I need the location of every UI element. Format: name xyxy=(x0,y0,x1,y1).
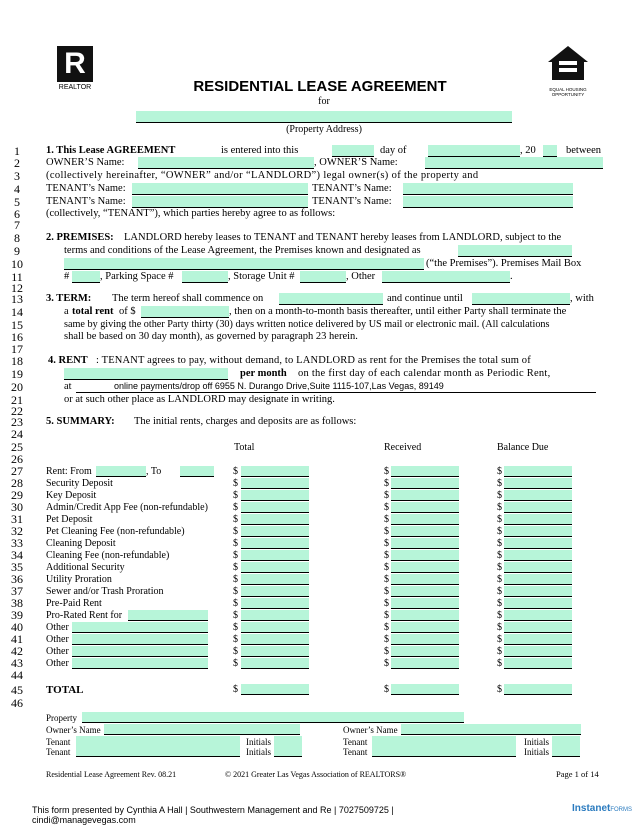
s1-year-prefix: , 20 xyxy=(520,145,536,156)
summary-row-label: Other xyxy=(46,646,69,657)
lease-month-field[interactable] xyxy=(428,145,520,157)
owner-name-footer-label-1: Owner’s Name xyxy=(46,725,101,735)
received-amount-field[interactable] xyxy=(391,658,459,669)
summary-row-label: Sewer and/or Trash Proration xyxy=(46,586,164,597)
total-amount-field[interactable] xyxy=(241,622,309,633)
tenant-footer-field-3[interactable] xyxy=(76,746,240,757)
property-footer-field[interactable] xyxy=(82,712,464,723)
summary-row-label: Additional Security xyxy=(46,562,125,573)
balance-amount-field[interactable] xyxy=(504,646,572,657)
summary-row-label: Cleaning Deposit xyxy=(46,538,116,549)
s5-heading: 5. SUMMARY: xyxy=(46,416,115,427)
storage-field[interactable] xyxy=(300,271,346,283)
total-amount-field[interactable] xyxy=(241,634,309,645)
balance-dollar-sign: $ xyxy=(497,598,502,609)
owner-name-field-2[interactable] xyxy=(425,157,603,169)
balance-dollar-sign: $ xyxy=(497,490,502,501)
balance-dollar-sign: $ xyxy=(497,466,502,477)
mailbox-hash: # xyxy=(64,271,70,282)
s3-a: a xyxy=(64,306,69,317)
total-label: TOTAL xyxy=(46,684,84,696)
owner-name-label-1: OWNER’S Name: xyxy=(46,157,125,168)
received-amount-field[interactable] xyxy=(391,646,459,657)
house-icon xyxy=(546,44,590,82)
tenant-name-label-2: TENANT’s Name: xyxy=(312,183,392,194)
s1-line3: (collectively hereinafter, “OWNER” and/or “LANDLORD”) legal owner(s) of the property and xyxy=(46,170,479,181)
summary-row-label: Pet Cleaning Fee (non-refundable) xyxy=(46,526,185,537)
balance-dollar-sign: $ xyxy=(497,526,502,537)
owner-name-field-1[interactable] xyxy=(138,157,314,169)
tenant-name-label-4: TENANT’s Name: xyxy=(312,196,392,207)
property-address-field[interactable] xyxy=(136,111,512,123)
tenant-name-label-3: TENANT’s Name: xyxy=(46,196,126,207)
received-dollar-sign: $ xyxy=(384,610,389,621)
total-amount-field[interactable] xyxy=(241,562,309,573)
monthly-rent-field[interactable] xyxy=(64,368,228,380)
total-amount-field[interactable] xyxy=(241,658,309,669)
total-dollar-sign: $ xyxy=(233,514,238,525)
s3-line14: , then on a month-to-month basis thereafter, until either Party shall terminate the xyxy=(229,306,567,317)
other-desc-field-4[interactable] xyxy=(72,658,208,669)
tenant-footer-field-4[interactable] xyxy=(372,746,516,757)
s1-heading: 1. This Lease AGREEMENT xyxy=(46,145,176,156)
initials-field-4[interactable] xyxy=(552,746,580,757)
other-desc-field-3[interactable] xyxy=(72,646,208,657)
other-label: , Other xyxy=(346,271,376,282)
balance-amount-field[interactable] xyxy=(504,586,572,597)
total-dollar: $ xyxy=(233,684,238,695)
tenant-name-label-1: TENANT’s Name: xyxy=(46,183,126,194)
premises-field[interactable] xyxy=(64,258,424,270)
received-dollar-sign: $ xyxy=(384,502,389,513)
received-dollar-sign: $ xyxy=(384,562,389,573)
rent-to-field[interactable] xyxy=(180,466,214,477)
summary-row-label: Pro-Rated Rent for xyxy=(46,610,123,621)
balance-amount-field[interactable] xyxy=(504,622,572,633)
received-amount-field[interactable] xyxy=(391,586,459,597)
equal-housing-logo: EQUAL HOUSING OPPORTUNITY xyxy=(546,44,590,94)
s2-line8: LANDLORD hereby leases to TENANT and TENANT hereby leases from LANDLORD, subject to the xyxy=(124,232,562,243)
balance-amount-field[interactable] xyxy=(504,562,572,573)
summary-row-label: Other xyxy=(46,622,69,633)
col-received-header: Received xyxy=(384,442,422,453)
received-dollar-sign: $ xyxy=(384,490,389,501)
received-amount-field[interactable] xyxy=(391,514,459,525)
balance-amount-field[interactable] xyxy=(504,526,572,537)
total-dollar-sign: $ xyxy=(233,526,238,537)
page-number: Page 1 of 14 xyxy=(556,769,599,779)
s3-line15: same by giving the other Party thirty (30) days written notice delivered by US mail or electronic mail. (All calculations xyxy=(64,319,550,330)
summary-row-label: Other xyxy=(46,634,69,645)
balance-dollar-sign: $ xyxy=(497,538,502,549)
payment-location-value: online payments/drop off 6955 N. Durango Drive,Suite 1115-107,Las Vegas, 89149 xyxy=(114,381,444,391)
total-amount-field[interactable] xyxy=(241,538,309,549)
balance-dollar-sign: $ xyxy=(497,574,502,585)
received-amount-field[interactable] xyxy=(391,538,459,549)
tenant-footer-label-2: Tenant xyxy=(343,737,368,747)
total-dollar-sign: $ xyxy=(233,478,238,489)
balance-dollar-sign: $ xyxy=(497,562,502,573)
s4-line18: : TENANT agrees to pay, without demand, to LANDLORD as rent for the Premises the total sum of xyxy=(96,355,531,366)
total-dollar-sign: $ xyxy=(233,502,238,513)
received-dollar-sign: $ xyxy=(384,658,389,669)
received-dollar-sign: $ xyxy=(384,574,389,585)
received-amount-field[interactable] xyxy=(391,550,459,561)
parking-field[interactable] xyxy=(182,271,228,283)
balance-dollar-sign: $ xyxy=(497,478,502,489)
summary-row-label: Cleaning Fee (non-refundable) xyxy=(46,550,170,561)
total-balance-dollar: $ xyxy=(497,684,502,695)
total-dollar-sign: $ xyxy=(233,490,238,501)
total-amount-field[interactable] xyxy=(241,574,309,585)
total-total-field[interactable] xyxy=(241,684,309,695)
balance-dollar-sign: $ xyxy=(497,550,502,561)
total-received-dollar: $ xyxy=(384,684,389,695)
balance-dollar-sign: $ xyxy=(497,514,502,525)
tenant-name-field-1[interactable] xyxy=(132,183,308,195)
balance-dollar-sign: $ xyxy=(497,586,502,597)
total-dollar-sign: $ xyxy=(233,562,238,573)
tenant-footer-label-4: Tenant xyxy=(343,747,368,757)
s3-total-rent: total rent xyxy=(72,306,114,317)
presenter-email[interactable]: cindi@managevegas.com xyxy=(32,815,136,825)
s4-at: at xyxy=(64,381,72,392)
presented-by: This form presented by Cynthia A Hall | Southwestern Management and Re | 7027509725 | xyxy=(32,805,394,815)
balance-amount-field[interactable] xyxy=(504,598,572,609)
total-dollar-sign: $ xyxy=(233,466,238,477)
total-amount-field[interactable] xyxy=(241,610,309,621)
realtor-r-icon: R xyxy=(57,46,93,82)
copyright: © 2021 Greater Las Vegas Association of REALTORS® xyxy=(225,770,407,779)
total-dollar-sign: $ xyxy=(233,658,238,669)
total-dollar-sign: $ xyxy=(233,586,238,597)
received-dollar-sign: $ xyxy=(384,466,389,477)
balance-dollar-sign: $ xyxy=(497,658,502,669)
initials-label-3: Initials xyxy=(246,747,271,757)
property-address-label: (Property Address) xyxy=(286,124,362,135)
term-start-field[interactable] xyxy=(279,293,383,305)
received-dollar-sign: $ xyxy=(384,550,389,561)
received-dollar-sign: $ xyxy=(384,634,389,645)
mailbox-field[interactable] xyxy=(72,271,100,283)
summary-row-label: Utility Proration xyxy=(46,574,112,585)
received-amount-field[interactable] xyxy=(391,466,459,477)
received-dollar-sign: $ xyxy=(384,538,389,549)
initials-label-1: Initials xyxy=(246,737,271,747)
initials-label-2: Initials xyxy=(524,737,549,747)
balance-amount-field[interactable] xyxy=(504,502,572,513)
total-dollar-sign: $ xyxy=(233,538,238,549)
realtor-logo: R REALTOR xyxy=(58,47,92,91)
total-balance-field[interactable] xyxy=(504,684,572,695)
received-amount-field[interactable] xyxy=(391,490,459,501)
total-amount-field[interactable] xyxy=(241,598,309,609)
received-amount-field[interactable] xyxy=(391,562,459,573)
s3-with: , with xyxy=(570,293,594,304)
s2-heading: 2. PREMISES: xyxy=(46,232,114,243)
received-amount-field[interactable] xyxy=(391,634,459,645)
total-amount-field[interactable] xyxy=(241,466,309,477)
for-label: for xyxy=(318,96,330,107)
instanet-brand: Instanet xyxy=(572,803,611,814)
s3-commence: The term hereof shall commence on xyxy=(112,293,264,304)
summary-row-label: Pet Deposit xyxy=(46,514,93,525)
total-dollar-sign: $ xyxy=(233,550,238,561)
col-total-header: Total xyxy=(234,442,255,453)
received-amount-field[interactable] xyxy=(391,526,459,537)
rent-to-label: , To xyxy=(146,466,162,477)
form-revision: Residential Lease Agreement Rev. 08.21 xyxy=(46,770,177,779)
tenant-footer-label-1: Tenant xyxy=(46,737,71,747)
payment-location-field[interactable] xyxy=(76,381,596,393)
balance-amount-field[interactable] xyxy=(504,514,572,525)
balance-amount-field[interactable] xyxy=(504,478,572,489)
pro-rated-field[interactable] xyxy=(128,610,208,621)
balance-amount-field[interactable] xyxy=(504,658,572,669)
balance-amount-field[interactable] xyxy=(504,574,572,585)
instanet-logo xyxy=(572,803,632,814)
total-dollar-sign: $ xyxy=(233,646,238,657)
total-amount-field[interactable] xyxy=(241,646,309,657)
total-dollar-sign: $ xyxy=(233,622,238,633)
summary-row-label: Pre-Paid Rent xyxy=(46,598,102,609)
total-amount-field[interactable] xyxy=(241,586,309,597)
initials-field-3[interactable] xyxy=(274,746,302,757)
rent-from-label: Rent: From xyxy=(46,466,92,477)
received-dollar-sign: $ xyxy=(384,586,389,597)
s3-line16: shall be based on 30 day month), as governed by paragraph 23 herein. xyxy=(64,331,358,342)
total-received-field[interactable] xyxy=(391,684,459,695)
storage-label: , Storage Unit # xyxy=(228,271,295,282)
total-amount-field[interactable] xyxy=(241,514,309,525)
lease-year-field[interactable] xyxy=(543,145,557,157)
total-amount-field[interactable] xyxy=(241,490,309,501)
balance-amount-field[interactable] xyxy=(504,550,572,561)
rent-from-field[interactable] xyxy=(96,466,146,477)
col-balance-header: Balance Due xyxy=(497,442,549,453)
initials-label-4: Initials xyxy=(524,747,549,757)
summary-row-label: Admin/Credit App Fee (non-refundable) xyxy=(46,502,208,513)
total-dollar-sign: $ xyxy=(233,610,238,621)
s2-period: . xyxy=(510,271,513,282)
tenant-name-field-4[interactable] xyxy=(403,196,573,208)
property-label: Property xyxy=(46,713,77,723)
received-amount-field[interactable] xyxy=(391,478,459,489)
s2-line10: (“the Premises”). Premises Mail Box xyxy=(426,258,582,269)
summary-row-label: Security Deposit xyxy=(46,478,113,489)
term-end-field[interactable] xyxy=(472,293,570,305)
balance-amount-field[interactable] xyxy=(504,538,572,549)
received-amount-field[interactable] xyxy=(391,610,459,621)
total-amount-field[interactable] xyxy=(241,478,309,489)
s4-line19: on the first day of each calendar month as Periodic Rent, xyxy=(298,368,551,379)
total-amount-field[interactable] xyxy=(241,550,309,561)
s1-entered: is entered into this xyxy=(221,145,299,156)
owner-name-label-2: , OWNER’S Name: xyxy=(314,157,398,168)
s3-heading: 3. TERM: xyxy=(46,293,92,304)
balance-amount-field[interactable] xyxy=(504,490,572,501)
s2-line9: terms and conditions of the Lease Agreement, the Premises known and designated as xyxy=(64,245,421,256)
balance-dollar-sign: $ xyxy=(497,646,502,657)
balance-dollar-sign: $ xyxy=(497,622,502,633)
lease-day-field[interactable] xyxy=(332,145,374,157)
other-field[interactable] xyxy=(382,271,510,283)
s3-continue: and continue until xyxy=(387,293,463,304)
total-dollar-sign: $ xyxy=(233,634,238,645)
summary-row-label: Other xyxy=(46,658,69,669)
balance-dollar-sign: $ xyxy=(497,502,502,513)
parking-label: , Parking Space # xyxy=(100,271,174,282)
instanet-forms: FORMS xyxy=(610,807,633,813)
owner-name-footer-field-1[interactable] xyxy=(104,724,300,735)
other-desc-field-1[interactable] xyxy=(72,622,208,633)
received-dollar-sign: $ xyxy=(384,646,389,657)
s4-per-month: per month xyxy=(240,368,287,379)
tenant-footer-label-3: Tenant xyxy=(46,747,71,757)
page-title: RESIDENTIAL LEASE AGREEMENT xyxy=(193,78,447,95)
tenant-name-field-3[interactable] xyxy=(132,196,308,208)
total-dollar-sign: $ xyxy=(233,598,238,609)
balance-amount-field[interactable] xyxy=(504,634,572,645)
received-dollar-sign: $ xyxy=(384,526,389,537)
balance-dollar-sign: $ xyxy=(497,610,502,621)
s1-day-of: day of xyxy=(380,145,407,156)
total-amount-field[interactable] xyxy=(241,502,309,513)
other-desc-field-2[interactable] xyxy=(72,634,208,645)
total-rent-field[interactable] xyxy=(141,306,229,318)
total-amount-field[interactable] xyxy=(241,526,309,537)
balance-amount-field[interactable] xyxy=(504,610,572,621)
owner-name-footer-field-2[interactable] xyxy=(401,724,581,735)
balance-amount-field[interactable] xyxy=(504,466,572,477)
tenant-name-field-2[interactable] xyxy=(403,183,573,195)
s5-line23: The initial rents, charges and deposits are as follows: xyxy=(134,416,357,427)
s4-line21: or at such other place as LANDLORD may designate in writing. xyxy=(64,394,335,405)
owner-name-footer-label-2: Owner’s Name xyxy=(343,725,398,735)
s4-heading: 4. RENT xyxy=(48,355,88,366)
received-amount-field[interactable] xyxy=(391,622,459,633)
premises-designation-field[interactable] xyxy=(458,245,572,257)
received-amount-field[interactable] xyxy=(391,598,459,609)
received-dollar-sign: $ xyxy=(384,514,389,525)
received-dollar-sign: $ xyxy=(384,622,389,633)
received-dollar-sign: $ xyxy=(384,598,389,609)
total-dollar-sign: $ xyxy=(233,574,238,585)
received-amount-field[interactable] xyxy=(391,574,459,585)
received-amount-field[interactable] xyxy=(391,502,459,513)
s3-of: of $ xyxy=(119,306,136,317)
balance-dollar-sign: $ xyxy=(497,634,502,645)
s1-between: between xyxy=(566,145,601,156)
received-dollar-sign: $ xyxy=(384,478,389,489)
s1-line6: (collectively, “TENANT”), which parties hereby agree to as follows: xyxy=(46,208,336,219)
summary-row-label: Key Deposit xyxy=(46,490,97,501)
